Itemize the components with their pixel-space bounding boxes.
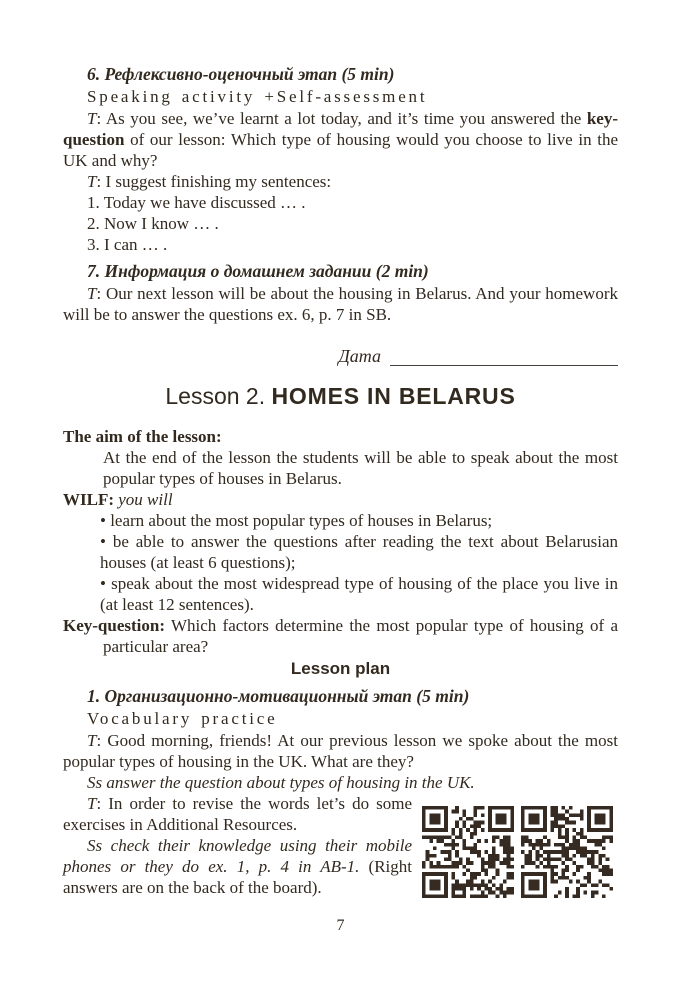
paragraph-text: : Good morning, friends! At our previous lesson we spoke about the most popular types of housing in the UK. What are they? bbox=[63, 731, 618, 771]
page-number: 7 bbox=[336, 917, 345, 934]
paragraph bbox=[63, 171, 618, 192]
bullet-item: • be able to answer the questions after reading the text about Belarusian houses (at least 6 questions); bbox=[100, 531, 618, 573]
lesson-title-text: HOMES IN BELARUS bbox=[271, 383, 516, 409]
paragraph bbox=[63, 283, 618, 325]
list-item: 3. I can … . bbox=[87, 235, 168, 254]
key-question-text: Which factors determine the most popular type of housing of a particular area? bbox=[103, 616, 618, 656]
list-item: 2. Now I know … . bbox=[87, 214, 219, 233]
teacher-marker: T bbox=[87, 794, 97, 813]
date-blank-line bbox=[390, 348, 618, 366]
paragraph-text: of our lesson: Which type of housing would you choose to live in the UK and why? bbox=[63, 130, 618, 170]
wilf-line bbox=[63, 489, 618, 510]
stage-1-activity: Vocabulary practice bbox=[87, 709, 278, 728]
section-7-heading: 7. Информация о домашнем задании (2 min) bbox=[87, 261, 429, 281]
teacher-marker: T bbox=[87, 109, 97, 128]
qr-text-section bbox=[63, 793, 618, 902]
date-label: Дата bbox=[338, 346, 381, 366]
teacher-marker: T bbox=[87, 172, 97, 191]
lesson-number: Lesson 2. bbox=[165, 383, 272, 409]
teacher-marker: T bbox=[87, 284, 97, 303]
key-question-inline: key-question bbox=[63, 109, 618, 149]
lesson-title bbox=[63, 382, 618, 410]
key-question-label: Key-question: bbox=[63, 616, 165, 635]
paragraph-text: (Right answers are on the back of the board). bbox=[63, 857, 413, 897]
wilf-label: WILF: bbox=[63, 490, 114, 509]
paragraph-text: : In order to revise the words let’s do some exercises in Additional Resources. bbox=[63, 794, 412, 834]
qr-codes bbox=[422, 806, 618, 898]
paragraph-text: : I suggest finishing my sentences: bbox=[96, 172, 332, 191]
date-line bbox=[63, 344, 618, 366]
lesson-plan-heading: Lesson plan bbox=[290, 659, 391, 678]
qr-code-1 bbox=[422, 806, 514, 898]
bullet-item: • learn about the most popular types of houses in Belarus; bbox=[100, 510, 618, 531]
paragraph-text: : As you see, we’ve learnt a lot today, and it’s time you answered the bbox=[96, 109, 587, 128]
aim-text: At the end of the lesson the students will be able to speak about the most popular types of houses in Belarus. bbox=[103, 448, 618, 488]
qr-code-2 bbox=[521, 806, 613, 898]
section-6-heading: 6. Рефлексивно-оценочный этап (5 min) bbox=[87, 64, 395, 84]
key-question bbox=[63, 615, 618, 657]
aim-label: The aim of the lesson: bbox=[63, 427, 222, 446]
list-item: 1. Today we have discussed … . bbox=[87, 193, 306, 212]
paragraph bbox=[63, 108, 618, 171]
paragraph-text: : Our next lesson will be about the housing in Belarus. And your homework will be to answer the questions ex. 6, p. 7 in SB. bbox=[63, 284, 618, 324]
wilf-bullet-list bbox=[100, 510, 618, 615]
students-action: Ss answer the question about types of housing in the UK. bbox=[87, 773, 475, 792]
stage-1-heading: 1. Организационно-мотивационный этап (5 min) bbox=[87, 686, 470, 706]
paragraph bbox=[63, 730, 618, 772]
section-6-activity: Speaking activity +Self-assessment bbox=[87, 87, 428, 106]
students-action-text: Ss check their knowledge using their mobile phones or they do ex. 1, p. 4 in AB-1. bbox=[63, 836, 412, 876]
wilf-note: you will bbox=[114, 490, 173, 509]
bullet-item: • speak about the most widespread type of housing of the place you live in (at least 12 sentences). bbox=[100, 573, 618, 615]
teacher-marker: T bbox=[87, 731, 97, 750]
